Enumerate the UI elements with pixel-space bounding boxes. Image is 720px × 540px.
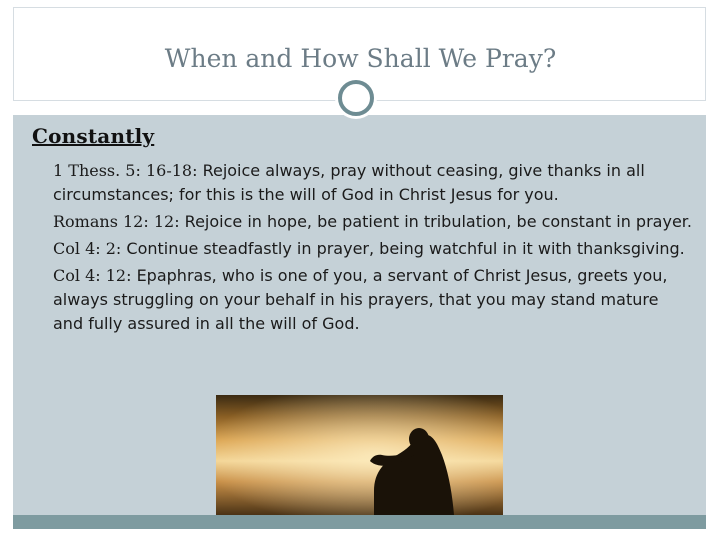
verse-reference: Col 4: 2: bbox=[53, 239, 122, 258]
verse-item bbox=[53, 237, 693, 261]
circle-ornament-icon bbox=[338, 80, 374, 116]
verse-text: Continue steadfastly in prayer, being watchful in it with thanksgiving. bbox=[121, 239, 685, 258]
verse-text: Rejoice in hope, be patient in tribulation, be constant in prayer. bbox=[179, 212, 692, 231]
verse-reference: Romans 12: 12: bbox=[53, 212, 180, 231]
verse-text: Rejoice always, pray without ceasing, give thanks in all circumstances; for this is the will of God in Christ Jesus for you. bbox=[53, 161, 645, 204]
verse-item bbox=[53, 264, 693, 336]
verse-list bbox=[53, 159, 693, 339]
verse-reference: 1 Thess. 5: 16-18: bbox=[53, 161, 198, 180]
footer-bar bbox=[13, 515, 706, 529]
slide-title: When and How Shall We Pray? bbox=[164, 44, 557, 73]
verse-item bbox=[53, 210, 693, 234]
verse-reference: Col 4: 12: bbox=[53, 266, 132, 285]
praying-silhouette-photo bbox=[216, 395, 503, 515]
verse-item bbox=[53, 159, 693, 207]
verse-text: Epaphras, who is one of you, a servant of Christ Jesus, greets you, always struggling on your behalf in his prayers, that you may stand mature and fully assured in all the will of God. bbox=[53, 266, 668, 333]
section-heading: Constantly bbox=[32, 124, 155, 148]
photo-graphic bbox=[216, 395, 503, 515]
